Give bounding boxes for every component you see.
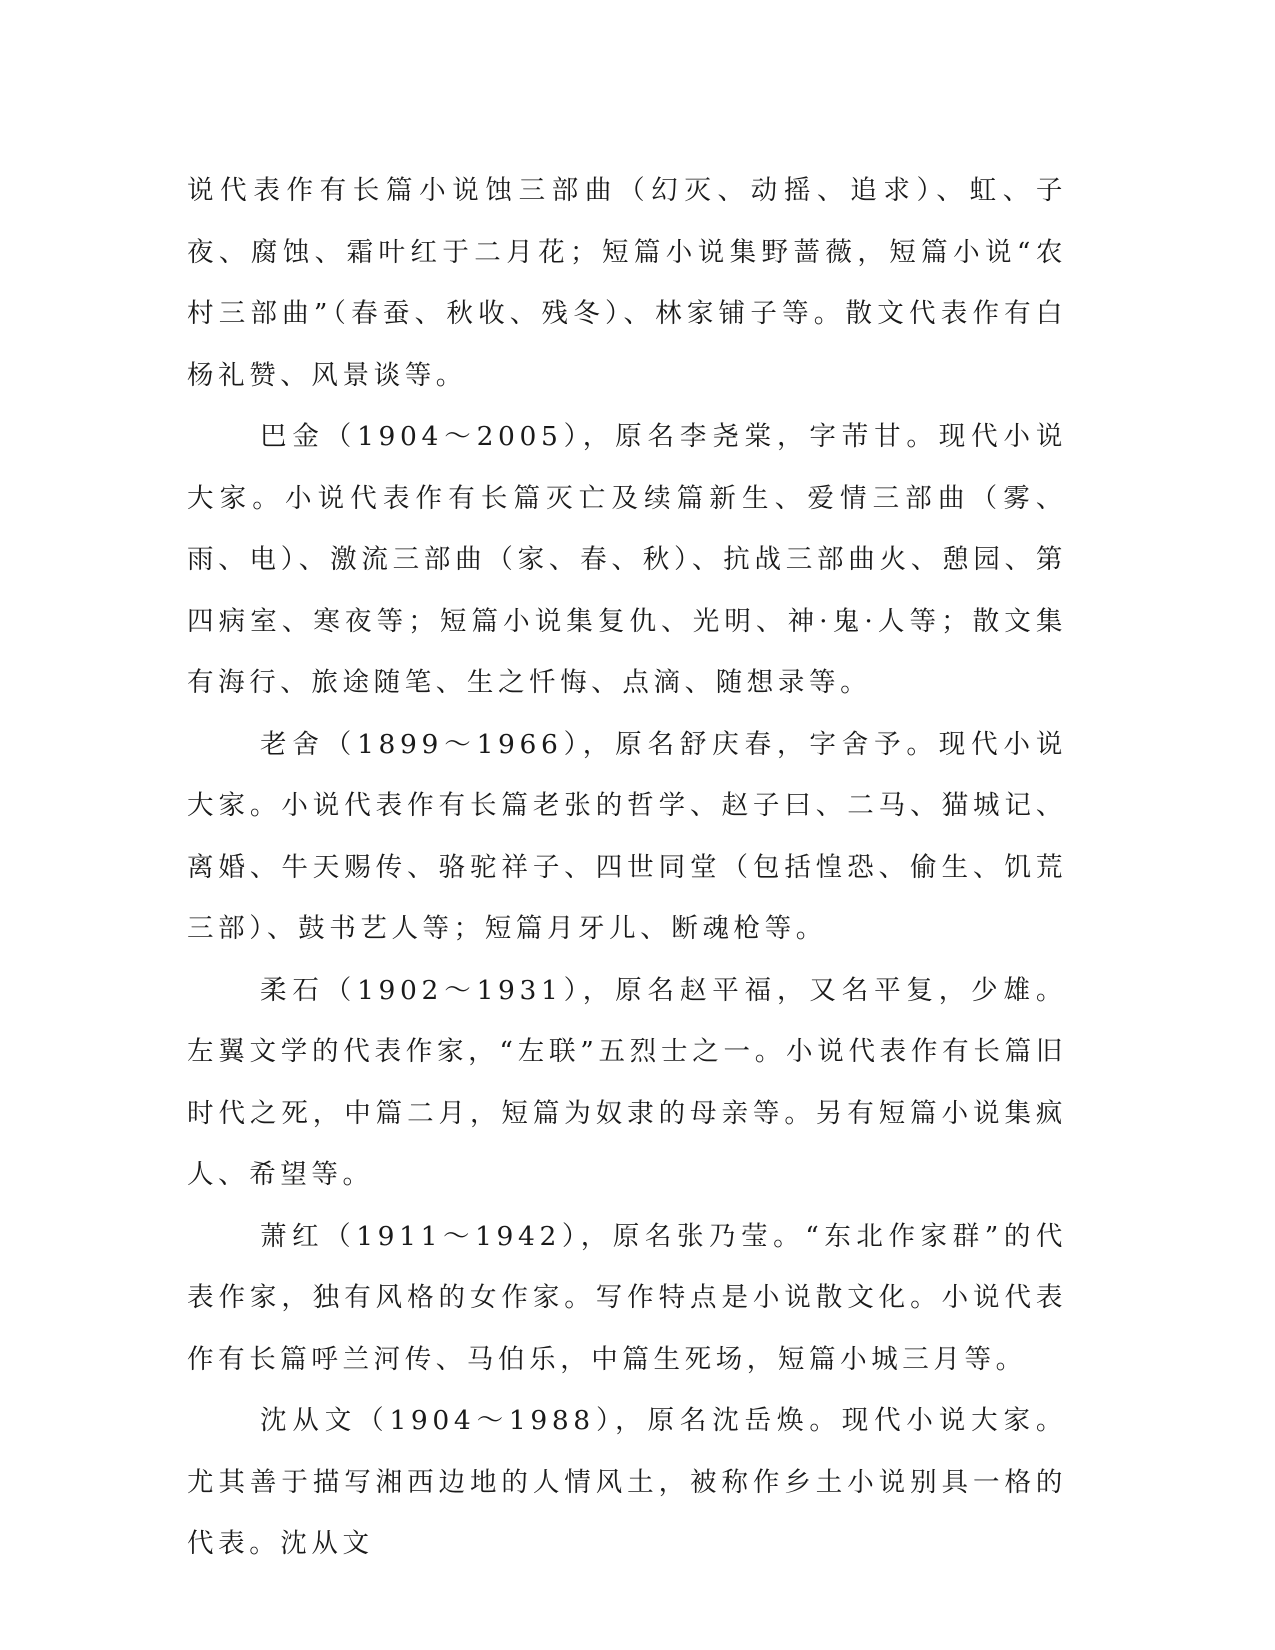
paragraph-laoshe: 老舍（1899～1966），原名舒庆春，字舍予。现代小说大家。小说代表作有长篇老张的哲学、赵子曰、二马、猫城记、离婚、牛天赐传、骆驼祥子、四世同堂（包括惶恐、偷生、饥荒三部）、鼓书艺人等；短篇月牙儿、断魂枪等。: [187, 728, 1067, 944]
body-text: [187, 160, 1067, 1575]
paragraph-shencongwen: 沈从文（1904～1988），原名沈岳焕。现代小说大家。尤其善于描写湘西边地的人情风土，被称作乡土小说别具一格的代表。沈从文: [187, 1405, 1067, 1559]
paragraph-bajin: 巴金（1904～2005），原名李尧棠，字芾甘。现代小说大家。小说代表作有长篇灭亡及续篇新生、爱情三部曲（雾、雨、电）、激流三部曲（家、春、秋）、抗战三部曲火、憩园、第四病室、寒夜等；短篇小说集复仇、光明、神·鬼·人等；散文集有海行、旅途随笔、生之忏悔、点滴、随想录等。: [187, 421, 1067, 698]
paragraph-xiaohong: 萧红（1911～1942），原名张乃莹。“东北作家群”的代表作家，独有风格的女作家。写作特点是小说散文化。小说代表作有长篇呼兰河传、马伯乐，中篇生死场，短篇小城三月等。: [187, 1220, 1067, 1375]
paragraph-roushi: 柔石（1902～1931），原名赵平福，又名平复，少雄。左翼文学的代表作家，“左联”五烈士之一。小说代表作有长篇旧时代之死，中篇二月，短篇为奴隶的母亲等。另有短篇小说集疯人、希望等。: [187, 974, 1067, 1190]
paragraph-maodun-continued: 说代表作有长篇小说蚀三部曲（幻灭、动摇、追求）、虹、子夜、腐蚀、霜叶红于二月花；短篇小说集野蔷薇，短篇小说“农村三部曲”（春蚕、秋收、残冬）、林家铺子等。散文代表作有白杨礼赞、风景谈等。: [187, 175, 1067, 391]
